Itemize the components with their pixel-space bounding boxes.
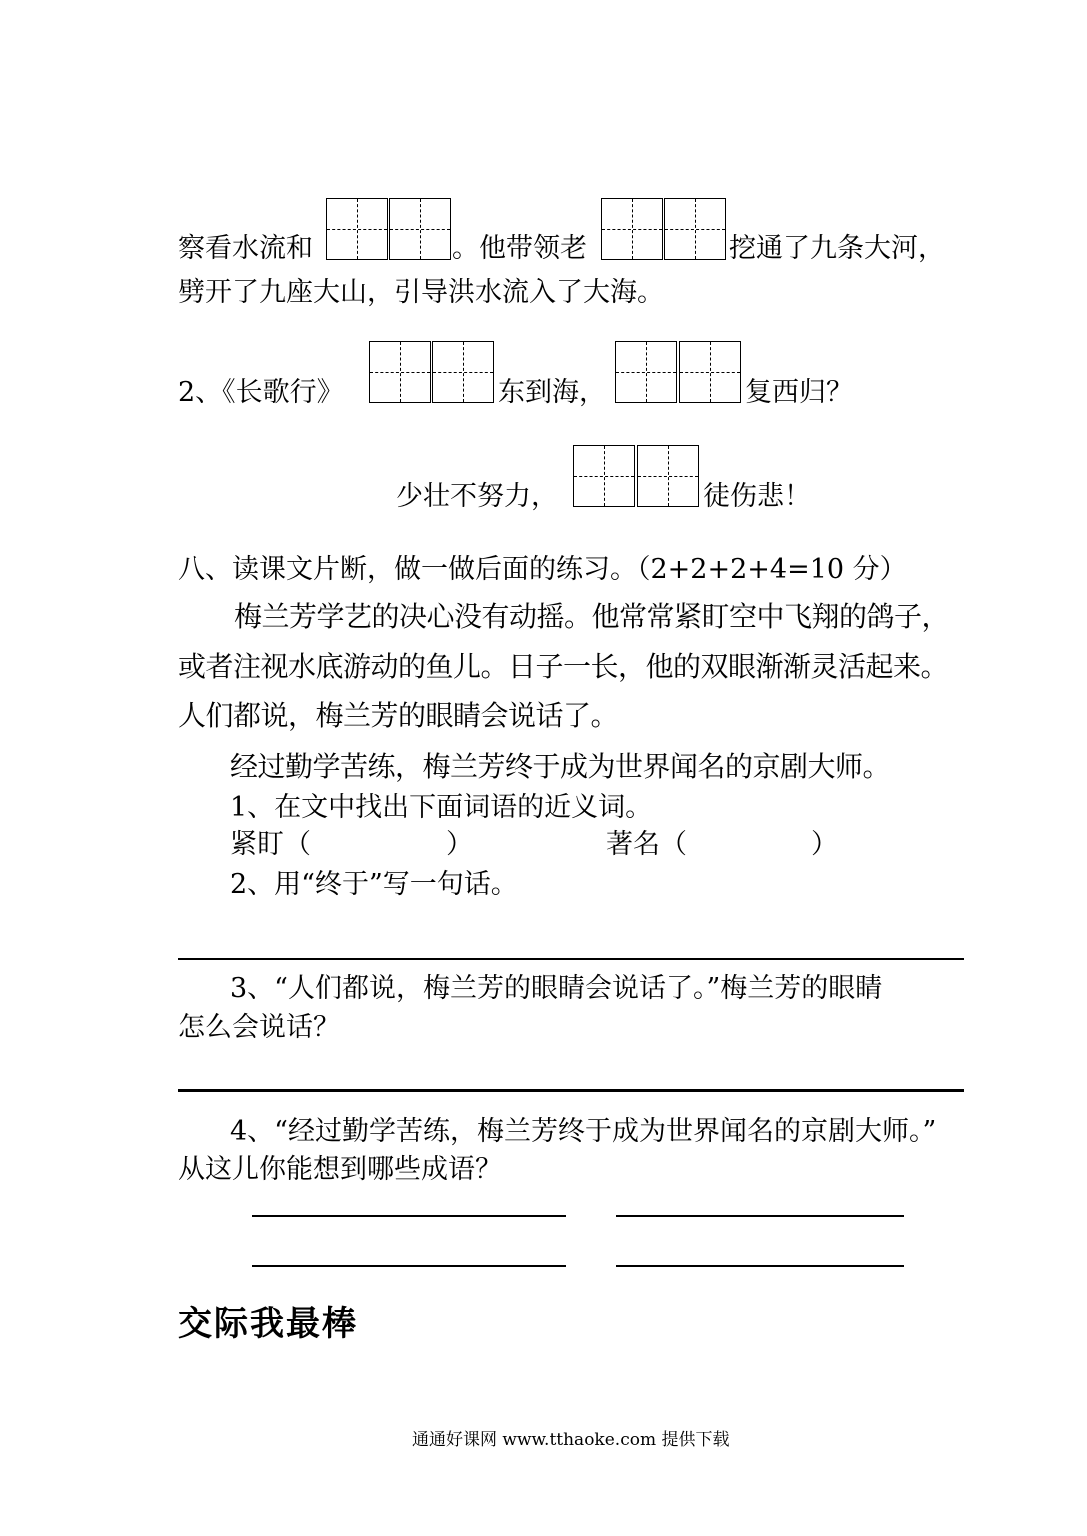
- passage-line: 人们都说，梅兰芳的眼睛会说话了。: [178, 699, 619, 732]
- passage-line: 或者注视水底游动的鱼儿。日子一长，他的双眼渐渐灵活起来。: [178, 650, 949, 683]
- q1-line1-part-a: 察看水流和: [178, 233, 313, 264]
- writing-grid-box[interactable]: [637, 445, 699, 507]
- writing-grid-box[interactable]: [601, 198, 663, 260]
- q3-line2: 怎么会说话？: [178, 1012, 340, 1043]
- q1-word2-close: ）: [811, 829, 838, 860]
- q2-prompt: 2、用“终于”写一句话。: [230, 869, 518, 900]
- section-title: 八、读课文片断，做一做后面的练习。（2+2+2+4=10 分）: [178, 554, 907, 585]
- q3-line1: 3、“人们都说，梅兰芳的眼睛会说话了。”梅兰芳的眼睛: [230, 973, 883, 1004]
- q1-line2: 劈开了九座大山，引导洪水流入了大海。: [178, 277, 664, 308]
- answer-line[interactable]: [252, 1215, 566, 1217]
- q2-line2-part-a: 少壮不努力，: [396, 481, 558, 512]
- q2-line1-part-a: 2、《长歌行》: [178, 377, 344, 408]
- answer-line[interactable]: [178, 1089, 964, 1092]
- answer-line[interactable]: [616, 1215, 904, 1217]
- answer-line[interactable]: [178, 958, 964, 960]
- q1-word2-label: 著名（: [606, 829, 687, 860]
- answer-line[interactable]: [616, 1265, 904, 1267]
- writing-grid-box[interactable]: [369, 341, 431, 403]
- writing-grid-box[interactable]: [432, 341, 494, 403]
- passage-line: 经过勤学苦练，梅兰芳终于成为世界闻名的京剧大师。: [230, 750, 891, 783]
- q2-line1-part-b: 东到海，: [498, 377, 606, 408]
- q4-line2: 从这儿你能想到哪些成语？: [178, 1154, 502, 1185]
- writing-grid-box[interactable]: [389, 198, 451, 260]
- q1-word1-close: ）: [446, 829, 473, 860]
- q1-line1-part-b: 。他带领老: [452, 233, 587, 264]
- page-footer: 通通好课网 www.tthaoke.com 提供下载: [412, 1430, 730, 1450]
- q1-line1-part-c: 挖通了九条大河，: [729, 233, 945, 264]
- writing-grid-box[interactable]: [679, 341, 741, 403]
- q1-word1-label: 紧盯（: [230, 829, 311, 860]
- writing-grid-box[interactable]: [664, 198, 726, 260]
- answer-line[interactable]: [252, 1265, 566, 1267]
- writing-grid-box[interactable]: [615, 341, 677, 403]
- q1-prompt: 1、在文中找出下面词语的近义词。: [230, 792, 653, 823]
- passage-line: 梅兰芳学艺的决心没有动摇。他常常紧盯空中飞翔的鸽子，: [234, 600, 950, 633]
- q2-line2-part-b: 徒伤悲！: [703, 481, 811, 512]
- q2-line1-part-c: 复西归？: [745, 377, 853, 408]
- section-heading: 交际我最棒: [178, 1304, 358, 1344]
- q4-line1: 4、“经过勤学苦练，梅兰芳终于成为世界闻名的京剧大师。”: [230, 1116, 937, 1147]
- writing-grid-box[interactable]: [326, 198, 388, 260]
- writing-grid-box[interactable]: [573, 445, 635, 507]
